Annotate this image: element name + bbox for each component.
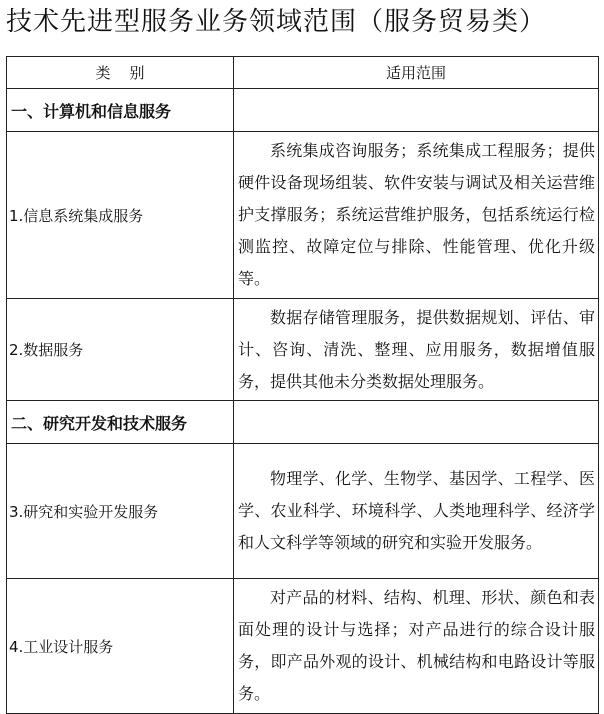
section-row [7, 401, 599, 444]
table-row [7, 579, 599, 714]
table-row [7, 299, 599, 401]
table-header-row [7, 57, 599, 89]
table-row [7, 444, 599, 579]
scope-table [6, 56, 599, 714]
item-category: 2.数据服务 [7, 299, 234, 401]
item-scope: 物理学、化学、生物学、基因学、工程学、医学、农业科学、环境科学、人类地理科学、经济学和人文科学等领域的研究和实验开发服务。 [234, 444, 599, 579]
section-scope-cell [234, 89, 599, 132]
item-category: 3.研究和实验开发服务 [7, 444, 234, 579]
item-scope: 系统集成咨询服务；系统集成工程服务；提供硬件设备现场组装、软件安装与调试及相关运营维护支撑服务；系统运营维护服务，包括系统运行检测监控、故障定位与排除、性能管理、优化升级等。 [234, 132, 599, 299]
header-scope: 适用范围 [234, 57, 599, 89]
section-row [7, 89, 599, 132]
item-category: 1.信息系统集成服务 [7, 132, 234, 299]
item-scope: 对产品的材料、结构、机理、形状、颜色和表面处理的设计与选择；对产品进行的综合设计服务，即产品外观的设计、机械结构和电路设计等服务。 [234, 579, 599, 714]
page-title: 技术先进型服务业务领域范围（服务贸易类） [6, 7, 547, 37]
section-title: 一、计算机和信息服务 [7, 89, 234, 132]
section-scope-cell [234, 401, 599, 444]
header-category: 类 别 [7, 57, 234, 89]
table-row [7, 132, 599, 299]
item-scope: 数据存储管理服务，提供数据规划、评估、审计、咨询、清洗、整理、应用服务，数据增值服务，提供其他未分类数据处理服务。 [234, 299, 599, 401]
item-category: 4.工业设计服务 [7, 579, 234, 714]
section-title: 二、研究开发和技术服务 [7, 401, 234, 444]
